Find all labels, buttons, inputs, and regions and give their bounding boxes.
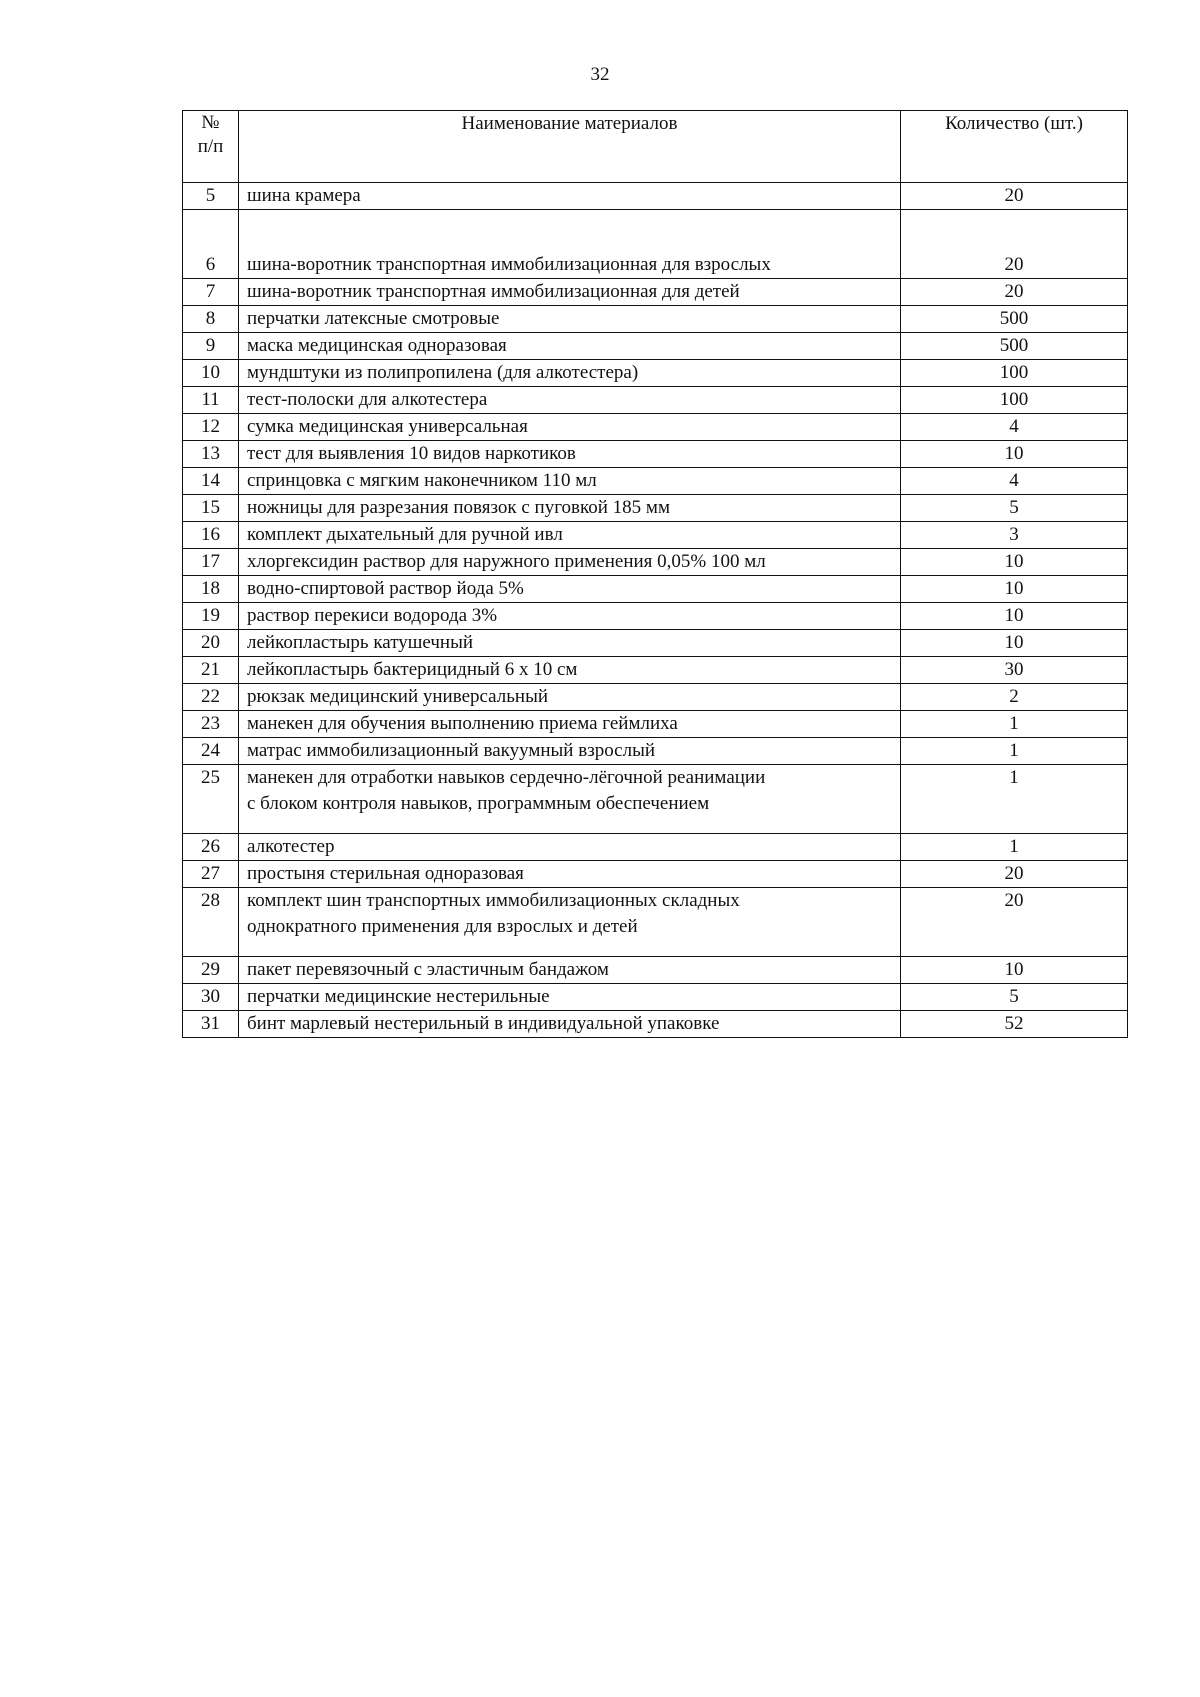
- row-quantity: 100: [901, 387, 1128, 414]
- table-row: [183, 279, 1128, 306]
- row-material-name: сумка медицинская универсальная: [239, 414, 901, 441]
- table-row: [183, 861, 1128, 888]
- row-number: 13: [183, 441, 239, 468]
- row-quantity: 500: [901, 306, 1128, 333]
- row-material-name-line: комплект шин транспортных иммобилизационных складных: [247, 890, 740, 911]
- header-number-sign: №: [201, 112, 220, 133]
- table-row: [183, 888, 1128, 957]
- row-number: 5: [183, 183, 239, 210]
- row-material-name: лейкопластырь катушечный: [239, 630, 901, 657]
- row-material-name-line: манекен для отработки навыков сердечно-лёгочной реанимации: [247, 767, 766, 788]
- header-quantity: Количество (шт.): [901, 111, 1128, 183]
- row-number: 9: [183, 333, 239, 360]
- row-material-name: перчатки медицинские нестерильные: [239, 984, 901, 1011]
- row-number: 12: [183, 414, 239, 441]
- row-number: 10: [183, 360, 239, 387]
- table-row: [183, 738, 1128, 765]
- row-material-name: перчатки латексные смотровые: [239, 306, 901, 333]
- table-row: [183, 549, 1128, 576]
- row-number: 20: [183, 630, 239, 657]
- row-number: 23: [183, 711, 239, 738]
- table-row: [183, 414, 1128, 441]
- row-number: 8: [183, 306, 239, 333]
- row-number: 19: [183, 603, 239, 630]
- row-number: 16: [183, 522, 239, 549]
- row-material-name: ножницы для разрезания повязок с пуговкой 185 мм: [239, 495, 901, 522]
- row-quantity: 3: [901, 522, 1128, 549]
- row-material-name: шина крамера: [239, 183, 901, 210]
- table-row: [183, 1011, 1128, 1038]
- row-quantity: 10: [901, 603, 1128, 630]
- row-material-name: шина-воротник транспортная иммобилизационная для детей: [239, 279, 901, 306]
- row-material-name: тест для выявления 10 видов наркотиков: [239, 441, 901, 468]
- row-number: 11: [183, 387, 239, 414]
- row-quantity: 1: [901, 738, 1128, 765]
- table-row: [183, 306, 1128, 333]
- table-row: [183, 657, 1128, 684]
- row-number: 26: [183, 834, 239, 861]
- row-material-name: комплект дыхательный для ручной ивл: [239, 522, 901, 549]
- table-row: [183, 630, 1128, 657]
- row-number: 21: [183, 657, 239, 684]
- row-number: 6: [183, 210, 239, 279]
- row-number: 25: [183, 765, 239, 834]
- row-quantity: 2: [901, 684, 1128, 711]
- table-row: [183, 183, 1128, 210]
- row-material-name: спринцовка с мягким наконечником 110 мл: [239, 468, 901, 495]
- row-number: 28: [183, 888, 239, 957]
- row-material-name: манекен для обучения выполнению приема геймлиха: [239, 711, 901, 738]
- table-row: [183, 984, 1128, 1011]
- row-quantity: 4: [901, 414, 1128, 441]
- row-number: 17: [183, 549, 239, 576]
- row-material-name-line: с блоком контроля навыков, программным обеспечением: [247, 793, 710, 814]
- row-material-name: маска медицинская одноразовая: [239, 333, 901, 360]
- row-material-name: бинт марлевый нестерильный в индивидуальной упаковке: [239, 1011, 901, 1038]
- row-number: 29: [183, 957, 239, 984]
- header-name: Наименование материалов: [239, 111, 901, 183]
- row-quantity: 10: [901, 441, 1128, 468]
- row-number: 14: [183, 468, 239, 495]
- row-quantity: 30: [901, 657, 1128, 684]
- row-quantity: 20: [901, 279, 1128, 306]
- row-number: 27: [183, 861, 239, 888]
- row-number: 18: [183, 576, 239, 603]
- row-material-name: матрас иммобилизационный вакуумный взрослый: [239, 738, 901, 765]
- row-material-name: алкотестер: [239, 834, 901, 861]
- row-material-name: простыня стерильная одноразовая: [239, 861, 901, 888]
- row-material-name: шина-воротник транспортная иммобилизационная для взрослых: [239, 210, 901, 279]
- table-row: [183, 834, 1128, 861]
- table-row: [183, 333, 1128, 360]
- row-quantity: 52: [901, 1011, 1128, 1038]
- table-header-row: [183, 111, 1128, 183]
- row-quantity: 4: [901, 468, 1128, 495]
- table-row: [183, 765, 1128, 834]
- row-material-name: [239, 765, 901, 834]
- table-row: [183, 441, 1128, 468]
- row-quantity: 20: [901, 861, 1128, 888]
- row-quantity: 10: [901, 630, 1128, 657]
- row-material-name: хлоргексидин раствор для наружного применения 0,05% 100 мл: [239, 549, 901, 576]
- row-quantity: 1: [901, 765, 1128, 834]
- row-quantity: 10: [901, 957, 1128, 984]
- row-material-name: раствор перекиси водорода 3%: [239, 603, 901, 630]
- row-material-name: пакет перевязочный с эластичным бандажом: [239, 957, 901, 984]
- row-quantity: 5: [901, 984, 1128, 1011]
- table-row: [183, 360, 1128, 387]
- row-quantity: 5: [901, 495, 1128, 522]
- row-material-name: [239, 888, 901, 957]
- table-row: [183, 210, 1128, 279]
- row-material-name: тест-полоски для алкотестера: [239, 387, 901, 414]
- page-number: 32: [590, 64, 610, 85]
- row-number: 24: [183, 738, 239, 765]
- table-row: [183, 576, 1128, 603]
- table-row: [183, 387, 1128, 414]
- row-quantity: 1: [901, 834, 1128, 861]
- row-material-name: рюкзак медицинский универсальный: [239, 684, 901, 711]
- table-row: [183, 603, 1128, 630]
- table-row: [183, 468, 1128, 495]
- row-quantity: 20: [901, 210, 1128, 279]
- row-number: 15: [183, 495, 239, 522]
- row-material-name: лейкопластырь бактерицидный 6 х 10 см: [239, 657, 901, 684]
- row-number: 30: [183, 984, 239, 1011]
- row-quantity: 500: [901, 333, 1128, 360]
- row-quantity: 20: [901, 183, 1128, 210]
- row-quantity: 10: [901, 549, 1128, 576]
- table-row: [183, 957, 1128, 984]
- table-row: [183, 522, 1128, 549]
- table-row: [183, 711, 1128, 738]
- header-number-abbrev: п/п: [197, 136, 224, 157]
- header-number: [183, 111, 239, 183]
- row-quantity: 20: [901, 888, 1128, 957]
- row-number: 7: [183, 279, 239, 306]
- table-row: [183, 684, 1128, 711]
- row-quantity: 100: [901, 360, 1128, 387]
- row-number: 31: [183, 1011, 239, 1038]
- row-quantity: 1: [901, 711, 1128, 738]
- row-material-name: мундштуки из полипропилена (для алкотестера): [239, 360, 901, 387]
- row-material-name: водно-спиртовой раствор йода 5%: [239, 576, 901, 603]
- table-row: [183, 495, 1128, 522]
- row-material-name-line: однократного применения для взрослых и детей: [247, 916, 638, 937]
- row-number: 22: [183, 684, 239, 711]
- materials-table: [182, 110, 1128, 1038]
- row-quantity: 10: [901, 576, 1128, 603]
